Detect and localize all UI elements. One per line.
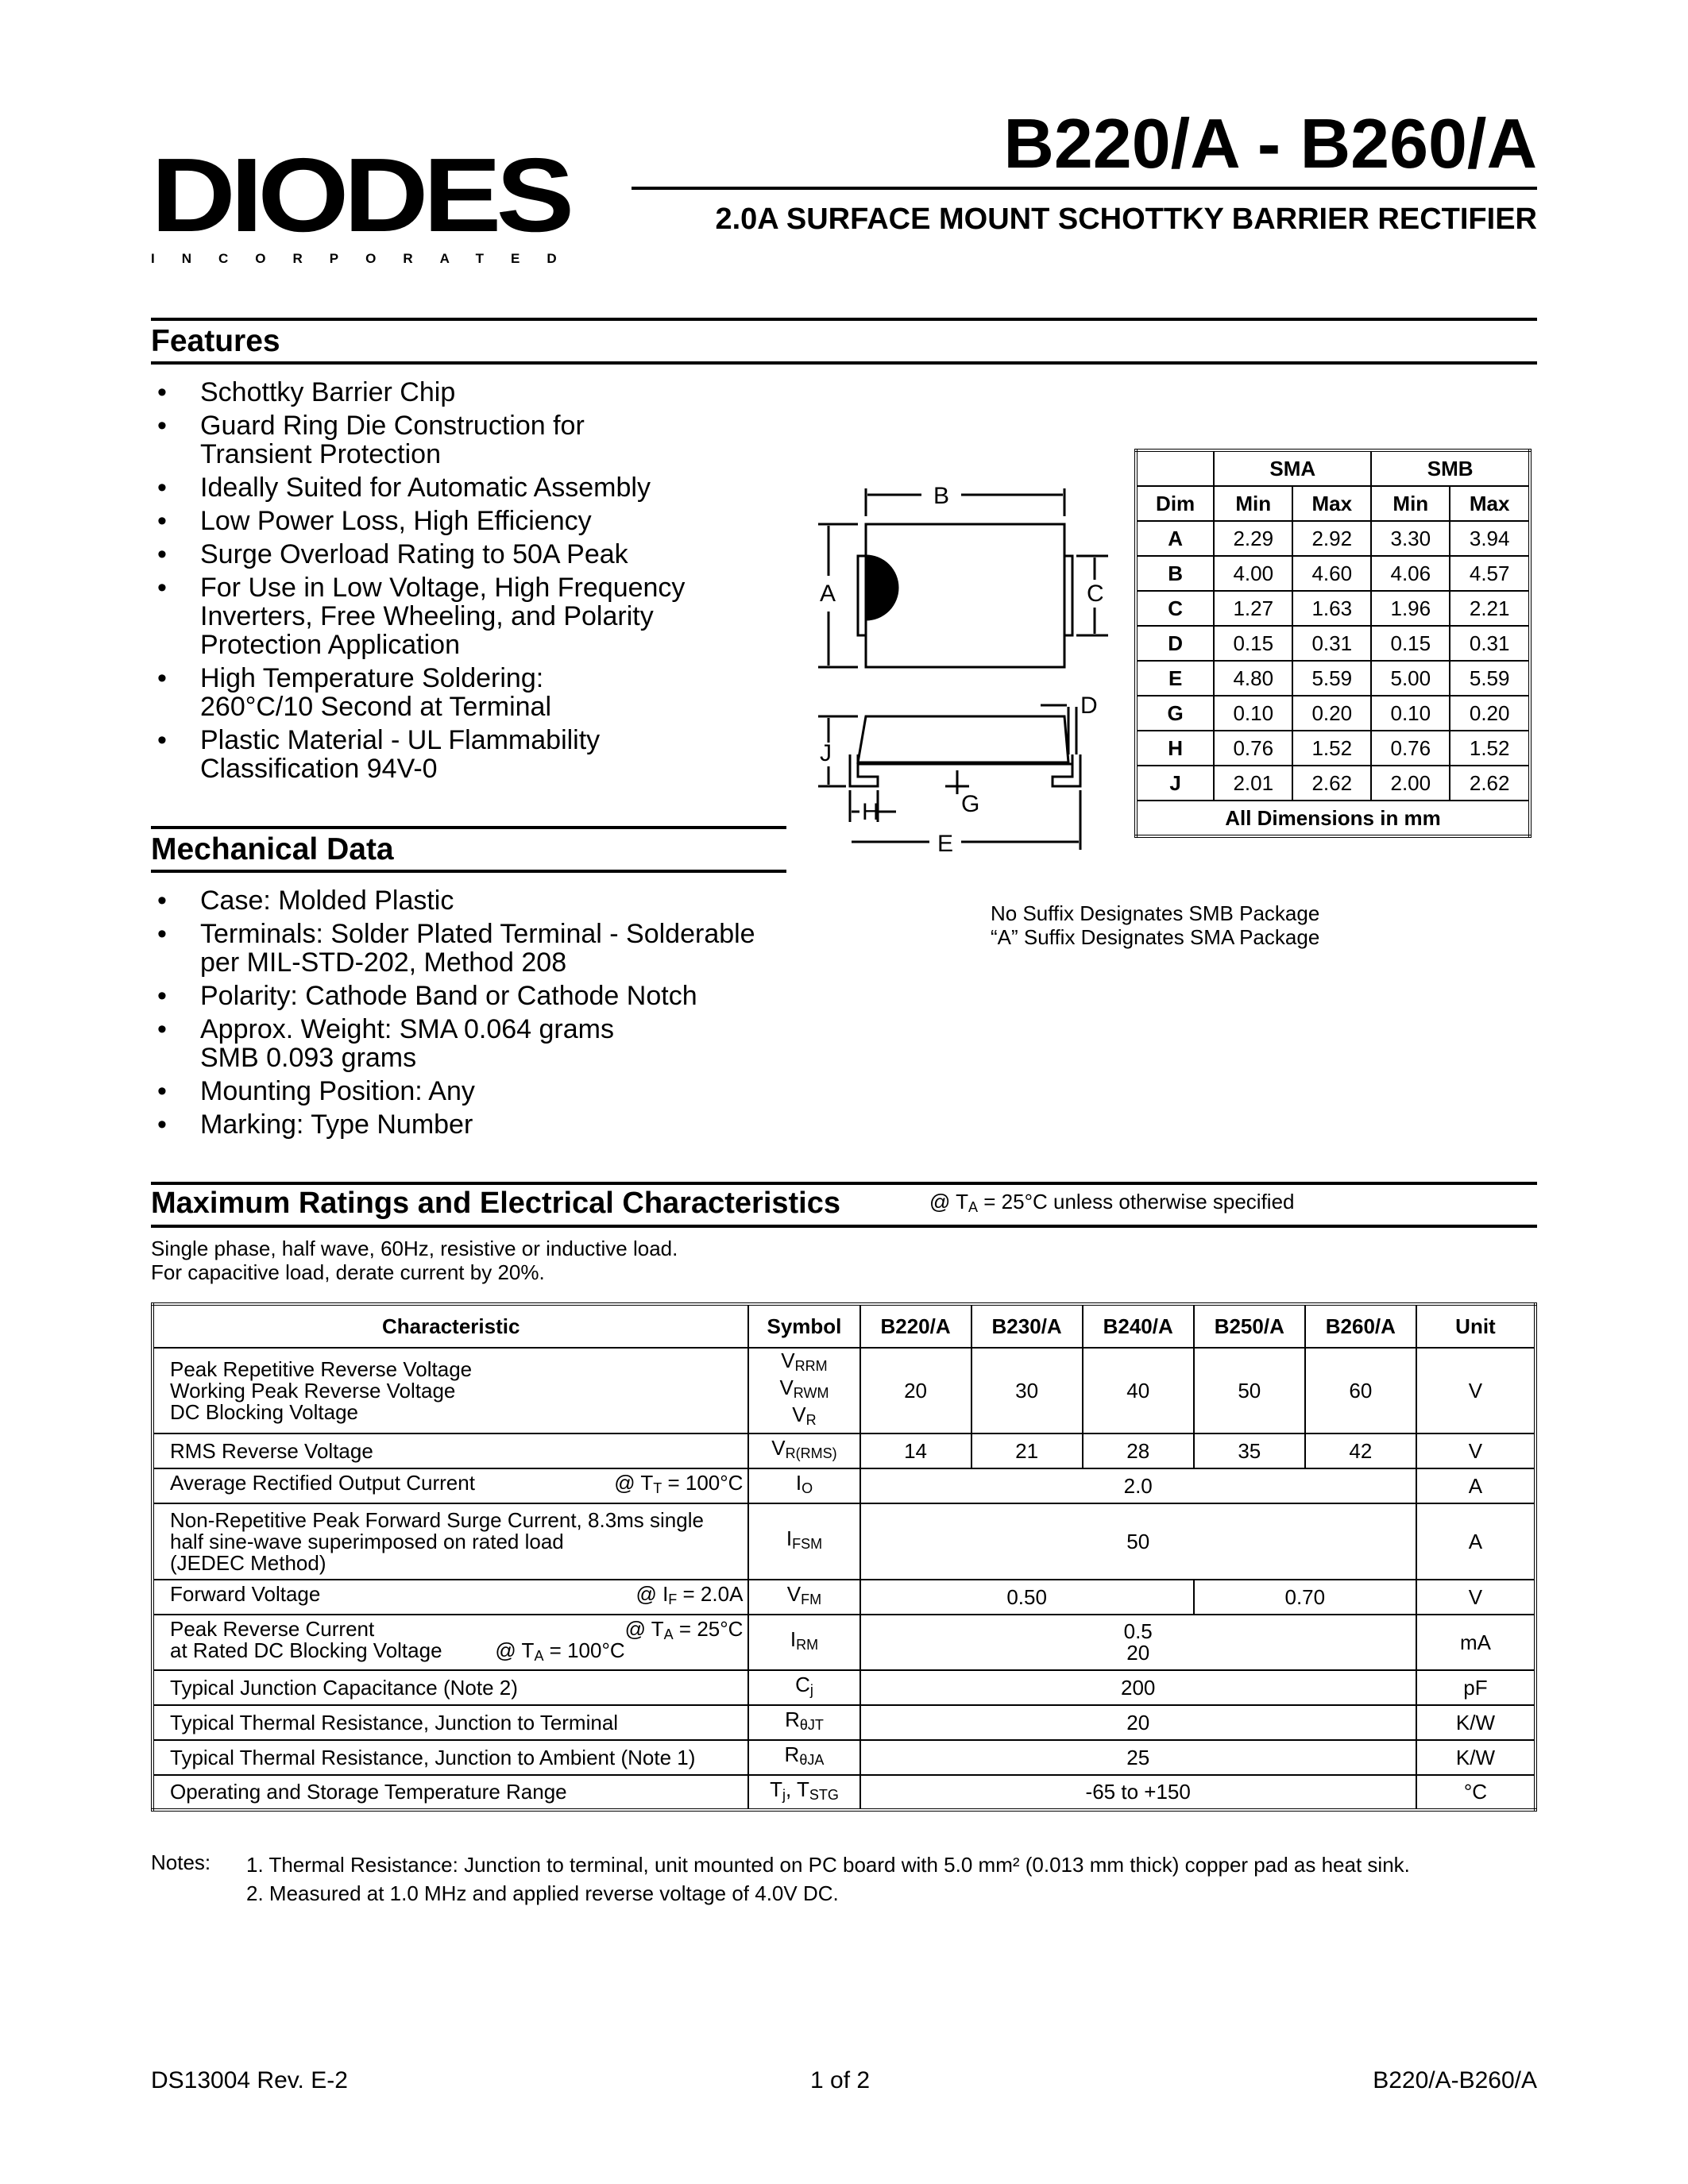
table-row: Average Rectified Output Current @ $T_T = 100^\circ C$ $I_O$ 2.0 A [153, 1468, 1535, 1503]
table-header-cell: Characteristic [153, 1304, 748, 1348]
dim-label-j: J [820, 740, 832, 766]
table-cell: 2.62 [1450, 766, 1530, 801]
dim-label-c: C [1087, 581, 1104, 607]
table-header-cell: B240/A [1083, 1304, 1194, 1348]
list-item: • Marking: Type Number [151, 1110, 818, 1139]
table-cell: 5.59 [1292, 661, 1371, 696]
features-list [151, 378, 802, 788]
table-row [1136, 556, 1530, 591]
package-outline-diagram [802, 469, 1136, 866]
table-cell: D [1136, 626, 1214, 661]
table-cell: 4.80 [1214, 661, 1292, 696]
logo-subtitle: INCORPORATED [151, 251, 584, 266]
table-cell: 0.20 [1450, 696, 1530, 731]
table-cell: 5.00 [1371, 661, 1450, 696]
table-row [1136, 626, 1530, 661]
suffix-note: “A” Suffix Designates SMA Package [991, 925, 1320, 949]
dim-col-min: Min [1371, 486, 1450, 521]
dim-col-dim: Dim [1136, 486, 1214, 521]
package-side-body [858, 716, 1068, 762]
table-cell: 2.01 [1214, 766, 1292, 801]
table-cell: J [1136, 766, 1214, 801]
table-header-cell: Unit [1416, 1304, 1535, 1348]
table-cell: 5.59 [1450, 661, 1530, 696]
dim-col-min: Min [1214, 486, 1292, 521]
dim-col-max: Max [1292, 486, 1371, 521]
list-item: • Case: Molded Plastic [151, 886, 818, 915]
table-cell: E [1136, 661, 1214, 696]
note-item: 2. Measured at 1.0 MHz and applied reverse voltage of 4.0V DC. [246, 1881, 839, 1905]
table-cell: H [1136, 731, 1214, 766]
table-row [1136, 661, 1530, 696]
table-cell: 4.00 [1214, 556, 1292, 591]
table-row: Operating and Storage Temperature Range $T_j$, $T_{STG}$ -65 to +150 °C [153, 1775, 1535, 1810]
table-cell: 4.60 [1292, 556, 1371, 591]
table-cell: G [1136, 696, 1214, 731]
table-cell: 3.94 [1450, 521, 1530, 556]
ratings-heading: Maximum Ratings and Electrical Characteristics [151, 1187, 840, 1220]
footer-doc-id: DS13004 Rev. E-2 [151, 2067, 348, 2093]
table-cell: 0.10 [1214, 696, 1292, 731]
list-item: • Schottky Barrier Chip [151, 378, 802, 407]
footer-page-number: 1 of 2 [810, 2067, 871, 2093]
table-row [1136, 766, 1530, 801]
table-cell: 0.31 [1450, 626, 1530, 661]
table-header-cell: B220/A [860, 1304, 971, 1348]
table-header-cell: B260/A [1305, 1304, 1416, 1348]
table-row: Forward Voltage @ $I_F = 2.0A$ $V_{FM}$ 0.50 0.70 V [153, 1580, 1535, 1615]
dimensions-table [1134, 449, 1532, 838]
electrical-characteristics-table [151, 1302, 1537, 1812]
suffix-notes [991, 901, 1319, 949]
list-item: • Terminals: Solder Plated Terminal - Solderable per MIL-STD-202, Method 208 [151, 920, 818, 977]
ratings-intro: Single phase, half wave, 60Hz, resistive or inductive load. For capacitive load, derate current by 20%. [151, 1237, 678, 1284]
table-row [1136, 591, 1530, 626]
dim-label-b: B [933, 483, 950, 509]
logo-wordmark: DIODES [151, 137, 570, 253]
list-item: • Low Power Loss, High Efficiency [151, 507, 802, 535]
list-item: • High Temperature Soldering: 260°C/10 Second at Terminal [151, 664, 802, 721]
table-row: Typical Thermal Resistance, Junction to Ambient (Note 1) $R_{\theta JA}$ 25 K/W [153, 1740, 1535, 1775]
table-row: Peak Reverse Current @ $T_A = 25^\circ C$ at Rated DC Blocking Voltage @ $T_A = 100^\circ C$ $I_{RM}$ 0.5 20 mA [153, 1615, 1535, 1670]
dim-footer: All Dimensions in mm [1136, 801, 1530, 836]
dim-label-a: A [820, 581, 836, 607]
table-row [1136, 731, 1530, 766]
table-cell: 0.15 [1214, 626, 1292, 661]
table-cell: 0.31 [1292, 626, 1371, 661]
table-cell: A [1136, 521, 1214, 556]
list-item: • For Use in Low Voltage, High Frequency Inverters, Free Wheeling, and Polarity Protection Application [151, 573, 802, 659]
list-item: • Surge Overload Rating to 50A Peak [151, 540, 802, 569]
list-item: • Mounting Position: Any [151, 1077, 818, 1106]
table-row: Non-Repetitive Peak Forward Surge Current, 8.3ms single half sine-wave superimposed on rated load (JEDEC Method) $I_{FSM}$ 50 A [153, 1503, 1535, 1580]
table-cell: C [1136, 591, 1214, 626]
table-cell: 0.20 [1292, 696, 1371, 731]
table-cell: 0.76 [1214, 731, 1292, 766]
features-rule-top [151, 318, 1537, 321]
note-item: 1. Thermal Resistance: Junction to terminal, unit mounted on PC board with 5.0 mm² (0.013 mm thick) copper pad as heat sink. [246, 1853, 1410, 1877]
dim-label-h: H [862, 799, 879, 825]
table-cell: 4.57 [1450, 556, 1530, 591]
table-cell: 0.15 [1371, 626, 1450, 661]
table-cell: 2.29 [1214, 521, 1292, 556]
mechanical-heading: Mechanical Data [151, 832, 394, 866]
dim-label-d: D [1080, 693, 1098, 719]
suffix-note: No Suffix Designates SMB Package [991, 901, 1320, 925]
table-cell: 1.52 [1292, 731, 1371, 766]
dim-group-smb: SMB [1371, 450, 1530, 486]
cathode-band [866, 556, 898, 619]
table-header-cell: Symbol [748, 1304, 859, 1348]
footer-part-range: B220/A-B260/A [1373, 2067, 1537, 2093]
table-cell: B [1136, 556, 1214, 591]
table-cell: 2.21 [1450, 591, 1530, 626]
mechanical-list [151, 886, 818, 1144]
table-header-cell: B250/A [1194, 1304, 1305, 1348]
table-cell: 1.63 [1292, 591, 1371, 626]
title-rule [632, 187, 1537, 190]
features-heading: Features [151, 324, 280, 358]
page-title: B220/A - B260/A [1003, 104, 1537, 183]
notes-label: Notes: [151, 1850, 211, 1874]
company-logo [151, 137, 584, 267]
table-cell: 3.30 [1371, 521, 1450, 556]
table-cell: 0.10 [1371, 696, 1450, 731]
mechanical-rule-bottom [151, 870, 786, 873]
table-cell: 4.06 [1371, 556, 1450, 591]
table-cell: 0.76 [1371, 731, 1450, 766]
ratings-condition: @ $T_A = 25^\circ C$ unless otherwise specified [929, 1190, 1295, 1215]
table-cell: 1.52 [1450, 731, 1530, 766]
dim-group-sma: SMA [1214, 450, 1371, 486]
table-cell: 2.62 [1292, 766, 1371, 801]
table-row: Peak Repetitive Reverse Voltage Working Peak Reverse Voltage DC Blocking Voltage $V_{RRM}$ $V_{RWM}$ $V_R$ 20 30 40 50 60 V [153, 1348, 1535, 1433]
list-item: • Approx. Weight: SMA 0.064 grams SMB 0.093 grams [151, 1015, 818, 1072]
dim-label-e: E [937, 831, 954, 857]
ratings-rule-top [151, 1182, 1537, 1185]
table-row: RMS Reverse Voltage $V_{R(RMS)}$ 14 21 28 35 42 V [153, 1433, 1535, 1468]
table-cell: 1.96 [1371, 591, 1450, 626]
list-item: • Polarity: Cathode Band or Cathode Notch [151, 982, 818, 1010]
ratings-rule-bottom [151, 1225, 1537, 1228]
dim-col-max: Max [1450, 486, 1530, 521]
table-cell: 2.00 [1371, 766, 1450, 801]
table-header-cell: B230/A [971, 1304, 1083, 1348]
dim-label-g: G [961, 791, 980, 817]
list-item: • Ideally Suited for Automatic Assembly [151, 473, 802, 502]
table-cell: 1.27 [1214, 591, 1292, 626]
features-rule-bottom [151, 361, 1537, 365]
table-cell: 2.92 [1292, 521, 1371, 556]
mechanical-rule-top [151, 826, 786, 829]
notes-list [246, 1850, 1410, 1908]
page-subtitle: 2.0A SURFACE MOUNT SCHOTTKY BARRIER RECTIFIER [715, 203, 1537, 236]
list-item: • Guard Ring Die Construction for Transient Protection [151, 411, 802, 469]
table-row: Typical Junction Capacitance (Note 2) $C_j$ 200 pF [153, 1670, 1535, 1705]
table-row [1136, 521, 1530, 556]
table-row: Typical Thermal Resistance, Junction to Terminal $R_{\theta JT}$ 20 K/W [153, 1705, 1535, 1740]
list-item: • Plastic Material - UL Flammability Classification 94V-0 [151, 726, 802, 783]
table-row [1136, 696, 1530, 731]
